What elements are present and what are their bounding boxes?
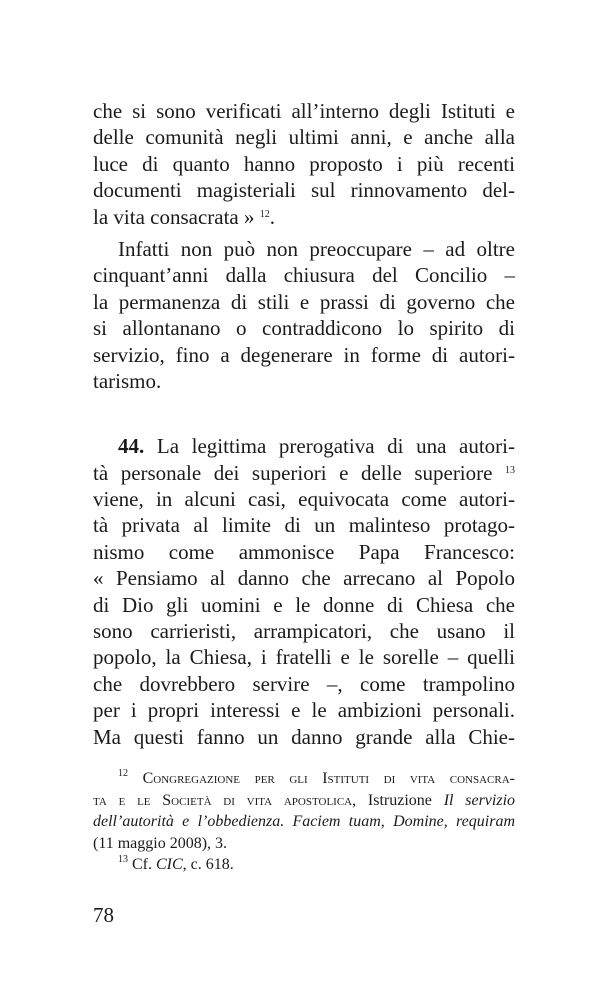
text-line: per i propri interessi e le ambizioni personali. bbox=[93, 698, 515, 723]
text-line: che si sono verificati all’interno degli Istituti e bbox=[93, 99, 515, 123]
footnote-number: 12 bbox=[118, 768, 128, 779]
text-line: che dovrebbero servire –, come trampolino bbox=[93, 671, 515, 696]
footnote-line: (11 maggio 2008), 3. bbox=[93, 834, 228, 852]
text-span: Congregazione per gli Istituti di vita consacra- bbox=[142, 770, 516, 787]
text-line: nismo come ammonisce Papa Francesco: bbox=[93, 539, 515, 564]
text-span: . bbox=[269, 204, 275, 229]
text-line: cinquant’anni dalla chiusura del Concilio – bbox=[93, 263, 515, 288]
text-line: delle comunità negli ultimi anni, e anche alla bbox=[93, 125, 515, 150]
footnote-line bbox=[93, 768, 515, 790]
text-span: la vita consacrata » bbox=[93, 204, 255, 229]
text-line: luce di quanto hanno proposto i più recenti bbox=[93, 151, 515, 176]
text-line: di Dio gli uomini e le donne di Chiesa che bbox=[93, 592, 515, 617]
text-span: CIC, bbox=[156, 856, 187, 873]
footnote-line bbox=[93, 790, 515, 812]
page-number: 78 bbox=[93, 903, 114, 927]
footnote-line bbox=[93, 854, 515, 876]
footnote-reference: 12 bbox=[259, 208, 270, 220]
paragraph bbox=[93, 236, 515, 394]
footnote-12 bbox=[93, 768, 515, 854]
text-line: « Pensiamo al danno che arrecano al Popolo bbox=[93, 566, 515, 591]
text-line: documenti magisteriali sul rinnovamento del- bbox=[93, 178, 515, 203]
footnote-reference: 13 bbox=[505, 464, 516, 476]
footnote-line bbox=[93, 811, 515, 833]
footnote-13 bbox=[93, 854, 515, 876]
text-line: sono carrieristi, arrampicatori, che usano il bbox=[93, 619, 515, 644]
text-line bbox=[93, 460, 515, 486]
text-span: tà personale dei superiori e delle superiore bbox=[93, 460, 493, 485]
text-span: Istruzione bbox=[367, 791, 432, 809]
footnotes bbox=[93, 768, 515, 876]
section-number: 44. bbox=[118, 434, 145, 459]
text-span: c. 618. bbox=[190, 856, 234, 873]
text-span: Il servizio bbox=[443, 791, 516, 809]
text-span: dell’autorità e l’obbedienza. Faciem tuam, Domine, requiram bbox=[93, 813, 515, 830]
text-line: la permanenza di stili e prassi di governo che bbox=[93, 289, 515, 314]
text-line: si allontanano o contraddicono lo spirito di bbox=[93, 316, 515, 341]
footnote-number: 13 bbox=[118, 854, 128, 865]
main-text bbox=[93, 98, 515, 750]
text-line: viene, in alcuni casi, equivocata come autori- bbox=[93, 487, 515, 512]
text-line bbox=[93, 204, 515, 230]
text-line bbox=[93, 433, 515, 459]
text-span: La legittima prerogativa di una autori- bbox=[156, 434, 516, 459]
text-span: Cf. bbox=[132, 856, 152, 873]
paragraph bbox=[93, 98, 515, 230]
text-line: popolo, la Chiesa, i fratelli e le sorelle – quelli bbox=[93, 645, 515, 670]
text-line: servizio, fino a degenerare in forme di autori- bbox=[93, 342, 515, 367]
text-span: ta e le Società di vita apostolica, bbox=[93, 791, 357, 809]
text-line: Ma questi fanno un danno grande alla Chie- bbox=[93, 724, 515, 749]
text-line: Infatti non può non preoccupare – ad oltre bbox=[118, 236, 515, 261]
text-line: tarismo. bbox=[93, 368, 162, 393]
section-44 bbox=[93, 433, 515, 750]
text-line: tà privata al limite di un malinteso protago- bbox=[93, 513, 515, 538]
